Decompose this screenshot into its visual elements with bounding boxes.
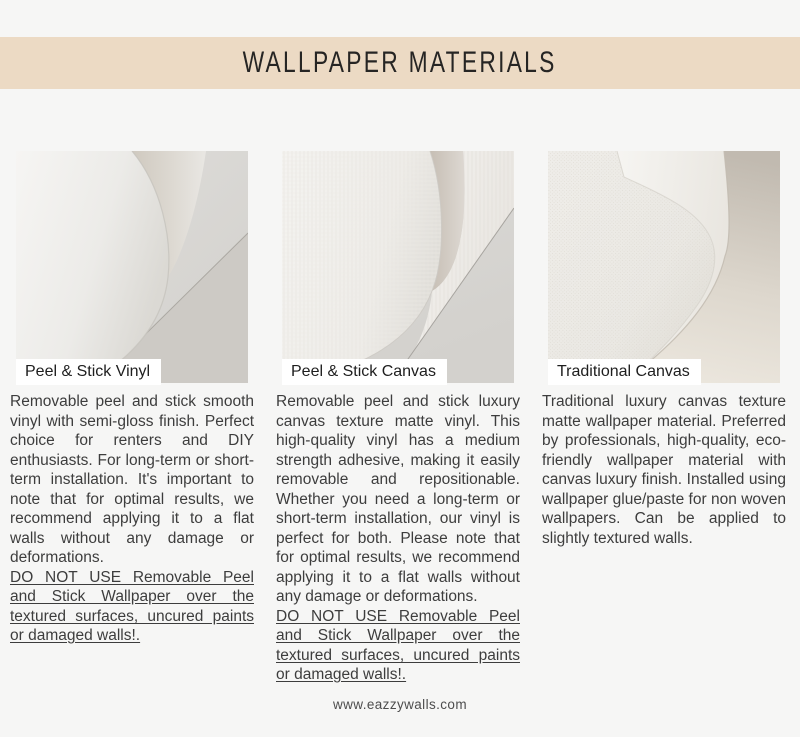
material-description: Traditional luxury canvas texture matte wallpaper material. Preferred by professionals, high-quality, eco-friendly wallpaper material with canvas luxury finish. Installed using wallpaper glue/paste for non woven wallpapers. Can be applied to slightly textured walls. [542,393,786,547]
material-column-peel-stick-vinyl [10,151,254,685]
header-band [0,37,800,89]
material-description: Removable peel and stick smooth vinyl with semi-gloss finish. Perfect choice for renters and DIY enthusiasts. For long-term or short-term installation. It's important to note that for optimal results, we recommend applying it to a flat walls without any damage or deformations. [10,393,254,566]
material-warning: DO NOT USE Removable Peel and Stick Wallpaper over the textured surfaces, uncured paints or damaged walls!. [10,568,254,644]
materials-columns [0,151,800,685]
traditional-canvas-photo [548,151,780,383]
material-column-peel-stick-canvas [276,151,520,685]
material-warning: DO NOT USE Removable Peel and Stick Wallpaper over the textured surfaces, uncured paints or damaged walls!. [276,607,520,683]
material-label: Peel & Stick Vinyl [16,359,161,385]
material-label: Traditional Canvas [548,359,701,385]
material-label: Peel & Stick Canvas [282,359,447,385]
peel-stick-canvas-photo [282,151,514,383]
website-url: www.eazzywalls.com [333,697,467,712]
canvas-sample-image [282,151,514,383]
material-column-traditional-canvas [542,151,786,685]
peel-stick-vinyl-photo [16,151,248,383]
material-description: Removable peel and stick luxury canvas texture matte vinyl. This high-quality vinyl has a medium strength adhesive, making it easily removable and repositionable. Whether you need a long-term or short-term installation, our vinyl is perfect for both. Please note that for optimal results, we recommend applying it to a flat walls without any damage or deformations. [276,393,520,605]
vinyl-sample-image [16,151,248,383]
page-title: WALLPAPER MATERIALS [242,46,558,79]
traditional-canvas-sample-image [548,151,780,383]
